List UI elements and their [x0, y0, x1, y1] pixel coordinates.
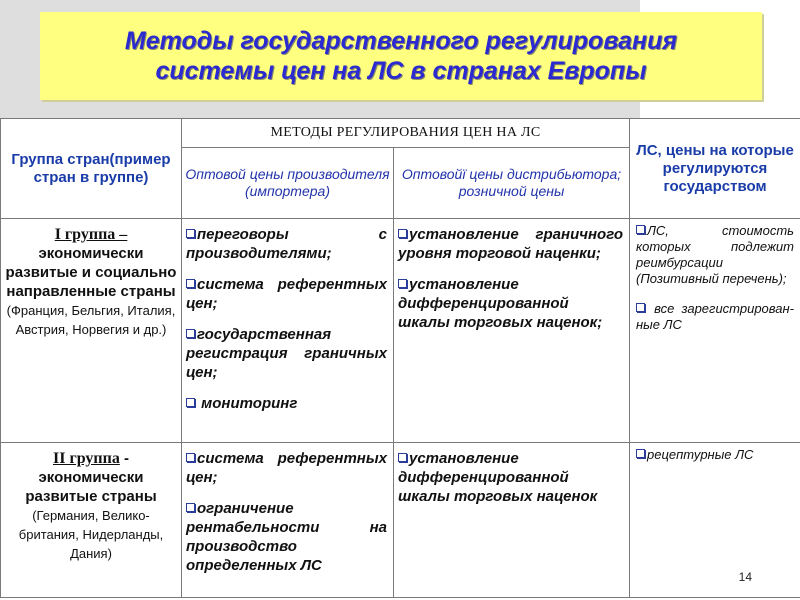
list-item-text: система референтных цен;: [186, 450, 387, 486]
regulated-drugs-cell: [630, 443, 800, 598]
checkbox-bullet-icon: [636, 303, 645, 312]
list-item-text: мониторинг: [197, 395, 298, 412]
regulated-drugs-cell: [630, 219, 800, 443]
methods-table: [0, 118, 800, 598]
header-methods: МЕТОДЫ РЕГУЛИРОВАНИЯ ЦЕН НА ЛС: [182, 119, 630, 148]
group-examples: (Франция, Бельгия, Италия, Австрия, Норвегия и др.): [6, 303, 176, 337]
group-description: экономически развитые и социально направленные страны: [5, 245, 177, 300]
title-line-1: Методы государственного регулирования: [124, 27, 678, 55]
list-item-text: система референтных цен;: [186, 276, 387, 312]
list-item: [636, 447, 794, 463]
list-item: [186, 449, 387, 487]
table-header-row: [1, 119, 800, 148]
subheader-producer: Оптовой цены производителя (импортера): [182, 148, 394, 219]
subheader-distributor: Оптовойї цены дистрибьютора; розничной цены: [394, 148, 630, 219]
checkbox-bullet-icon: [186, 329, 195, 338]
list-item-text: ЛС, стоимость которых подлежит реимбурсации (Позитивный перечень);: [636, 223, 794, 286]
list-item: [636, 223, 794, 287]
list-item-text: все зарегистрирован-ные ЛС: [636, 301, 794, 332]
title-line-2: системы цен на ЛС в странах Европы: [155, 57, 647, 85]
header-regulated-col: ЛС, цены на которые регулируются государством: [630, 119, 800, 219]
list-item: [398, 275, 623, 332]
group-name: I группа –: [54, 226, 128, 243]
list-item: [186, 275, 387, 313]
group-name: II группа: [52, 450, 120, 467]
table-row: [1, 443, 800, 598]
table-row: [1, 219, 800, 443]
list-item: [186, 225, 387, 263]
list-item-text: установление граничного уровня торговой наценки;: [398, 226, 623, 262]
list-item: [186, 394, 387, 413]
group-cell: [1, 219, 182, 443]
checkbox-bullet-icon: [398, 229, 407, 238]
checkbox-bullet-icon: [186, 279, 195, 288]
list-item-text: ограничение рентабельности на производство определенных ЛС: [186, 500, 387, 574]
checkbox-bullet-icon: [186, 453, 195, 462]
list-item-text: государственная регистрация граничных цен;: [186, 326, 387, 381]
list-item: [398, 225, 623, 263]
producer-methods-cell: [182, 219, 394, 443]
list-item: [186, 499, 387, 575]
checkbox-bullet-icon: [186, 503, 195, 512]
checkbox-bullet-icon: [636, 225, 645, 234]
list-item: [398, 449, 623, 506]
list-item: [636, 301, 794, 333]
producer-methods-cell: [182, 443, 394, 598]
checkbox-bullet-icon: [398, 453, 407, 462]
group-cell: [1, 443, 182, 598]
page-number: 14: [738, 570, 752, 584]
list-item: [186, 325, 387, 382]
distributor-methods-cell: [394, 219, 630, 443]
list-item-text: рецептурные ЛС: [647, 447, 754, 462]
checkbox-bullet-icon: [636, 449, 645, 458]
list-item-text: установление дифференцированной шкалы торговых наценок;: [398, 276, 603, 331]
list-item-text: переговоры с производителями;: [186, 226, 387, 262]
distributor-methods-cell: [394, 443, 630, 598]
group-description: - экономически развитые страны: [25, 450, 157, 505]
checkbox-bullet-icon: [186, 398, 195, 407]
checkbox-bullet-icon: [398, 279, 407, 288]
header-group-col: Группа стран(пример стран в группе): [1, 119, 182, 219]
title-box: [40, 12, 762, 100]
list-item-text: установление дифференцированной шкалы торговых наценок: [398, 450, 598, 505]
group-examples: (Германия, Велико-британия, Нидерланды, Дания): [18, 508, 164, 561]
checkbox-bullet-icon: [186, 229, 195, 238]
